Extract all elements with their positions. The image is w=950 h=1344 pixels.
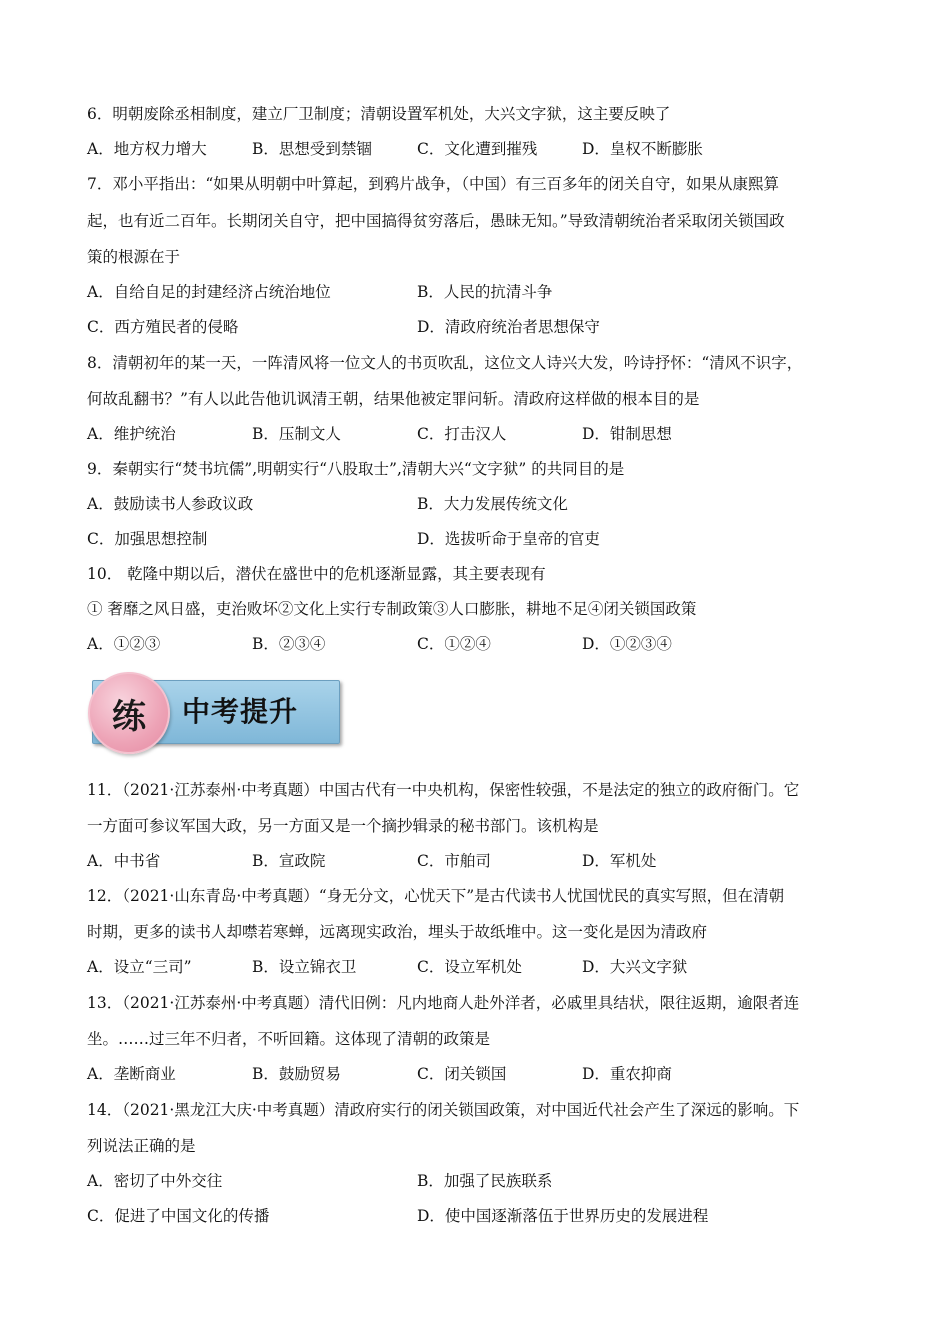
question-8-stem-line-1: 8．清朝初年的某一天，一阵清风将一位文人的书页吹乱，这位文人诗兴大发，吟诗抒怀：“清风不识字， <box>87 354 803 372</box>
question-7-stem-line-2: 起，也有近二百年。长期闭关自守，把中国搞得贫穷落后，愚昧无知。”导致清朝统治者采取闭关锁国政 <box>87 212 785 230</box>
question-12-option-d[interactable]: D．大兴文字狱 <box>582 958 688 976</box>
question-13-stem-line-1: 13．（2021·江苏泰州·中考真题）清代旧例：凡内地商人赴外洋者，必戚里具结状，限往返期，逾限者连 <box>87 994 800 1012</box>
question-14-stem-line-1: 14．（2021·黑龙江大庆·中考真题）清政府实行的闭关锁国政策，对中国近代社会产生了深远的影响。下 <box>87 1101 800 1119</box>
question-11-option-c[interactable]: C．市舶司 <box>417 852 491 870</box>
question-10-option-a[interactable]: A．①②③ <box>87 635 161 653</box>
question-11-option-a[interactable]: A．中书省 <box>87 852 161 870</box>
question-14-option-c[interactable]: C．促进了中国文化的传播 <box>87 1207 270 1225</box>
question-13-option-c[interactable]: C．闭关锁国 <box>417 1065 507 1083</box>
question-11-option-b[interactable]: B．宣政院 <box>252 852 326 870</box>
question-11-option-d[interactable]: D．军机处 <box>582 852 657 870</box>
question-10-option-b[interactable]: B．②③④ <box>252 635 326 653</box>
banner-circle-badge: 练 <box>88 672 170 754</box>
question-13-stem-line-2: 坐。……过三年不归者，不听回籍。这体现了清朝的政策是 <box>87 1030 491 1048</box>
question-8-option-a[interactable]: A．维护统治 <box>87 425 176 443</box>
question-12-stem-line-1: 12．（2021·山东青岛·中考真题）“身无分文，心忧天下”是古代读书人忧国忧民的真实写照，但在清朝 <box>87 887 785 905</box>
question-12-option-c[interactable]: C．设立军机处 <box>417 958 522 976</box>
question-8-option-c[interactable]: C．打击汉人 <box>417 425 507 443</box>
question-8-stem-line-2: 何故乱翻书？”有人以此告他讥讽清王朝，结果他被定罪问斩。清政府这样做的根本目的是 <box>87 390 700 408</box>
question-7-option-c[interactable]: C．西方殖民者的侵略 <box>87 318 239 336</box>
question-9-option-b[interactable]: B．大力发展传统文化 <box>417 495 568 513</box>
banner-title: 中考提升 <box>182 695 299 728</box>
question-7-option-a[interactable]: A．自给自足的封建经济占统治地位 <box>87 283 331 301</box>
question-14-option-d[interactable]: D．使中国逐渐落伍于世界历史的发展进程 <box>417 1207 709 1225</box>
question-14-option-b[interactable]: B．加强了民族联系 <box>417 1172 553 1190</box>
question-11-stem-line-2: 一方面可参议军国大政，另一方面又是一个摘抄辑录的秘书部门。该机构是 <box>87 817 599 835</box>
question-7-option-d[interactable]: D．清政府统治者思想保守 <box>417 318 600 336</box>
question-12-option-b[interactable]: B．设立锦衣卫 <box>252 958 357 976</box>
question-9-option-c[interactable]: C．加强思想控制 <box>87 530 208 548</box>
question-8-option-b[interactable]: B．压制文人 <box>252 425 341 443</box>
question-6-stem: 6．明朝废除丞相制度，建立厂卫制度；清朝设置军机处，大兴文字狱，这主要反映了 <box>87 105 671 123</box>
question-14-stem-line-2: 列说法正确的是 <box>87 1137 196 1155</box>
question-13-option-d[interactable]: D．重农抑商 <box>582 1065 672 1083</box>
question-10-option-c[interactable]: C．①②④ <box>417 635 491 653</box>
question-9-option-a[interactable]: A．鼓励读书人参政议政 <box>87 495 254 513</box>
question-11-stem-line-1: 11．（2021·江苏泰州·中考真题）中国古代有一中央机构，保密性较强，不是法定的独立的政府衙门。它 <box>87 781 800 799</box>
question-12-stem-line-2: 时期，更多的读书人却噤若寒蝉，远离现实政治，埋头于故纸堆中。这一变化是因为清政府 <box>87 923 708 941</box>
question-13-option-b[interactable]: B．鼓励贸易 <box>252 1065 341 1083</box>
question-14-option-a[interactable]: A．密切了中外交往 <box>87 1172 223 1190</box>
section-banner <box>88 672 340 746</box>
question-10-stem: 10． 乾隆中期以后，潜伏在盛世中的危机逐渐显露，其主要表现有 <box>87 565 546 583</box>
question-9-stem: 9．秦朝实行“焚书坑儒”,明朝实行“八股取士”,清朝大兴“文字狱” 的共同目的是 <box>87 460 625 478</box>
question-6-option-a[interactable]: A．地方权力增大 <box>87 140 207 158</box>
question-6-option-d[interactable]: D．皇权不断膨胀 <box>582 140 703 158</box>
question-7-stem-line-1: 7．邓小平指出：“如果从明朝中叶算起，到鸦片战争，（中国）有三百多年的闭关自守，如果从康熙算 <box>87 175 780 193</box>
question-6-option-c[interactable]: C．文化遭到摧残 <box>417 140 538 158</box>
question-7-option-b[interactable]: B．人民的抗清斗争 <box>417 283 553 301</box>
question-13-option-a[interactable]: A．垄断商业 <box>87 1065 176 1083</box>
question-7-stem-line-3: 策的根源在于 <box>87 248 181 266</box>
question-6-option-b[interactable]: B．思想受到禁锢 <box>252 140 372 158</box>
question-9-option-d[interactable]: D．选拔听命于皇帝的官吏 <box>417 530 600 548</box>
question-8-option-d[interactable]: D．钳制思想 <box>582 425 672 443</box>
question-12-option-a[interactable]: A．设立“三司” <box>87 958 192 976</box>
question-10-option-d[interactable]: D．①②③④ <box>582 635 672 653</box>
question-10-statements: ① 奢靡之风日盛，吏治败坏②文化上实行专制政策③人口膨胀，耕地不足④闭关锁国政策 <box>87 600 697 618</box>
